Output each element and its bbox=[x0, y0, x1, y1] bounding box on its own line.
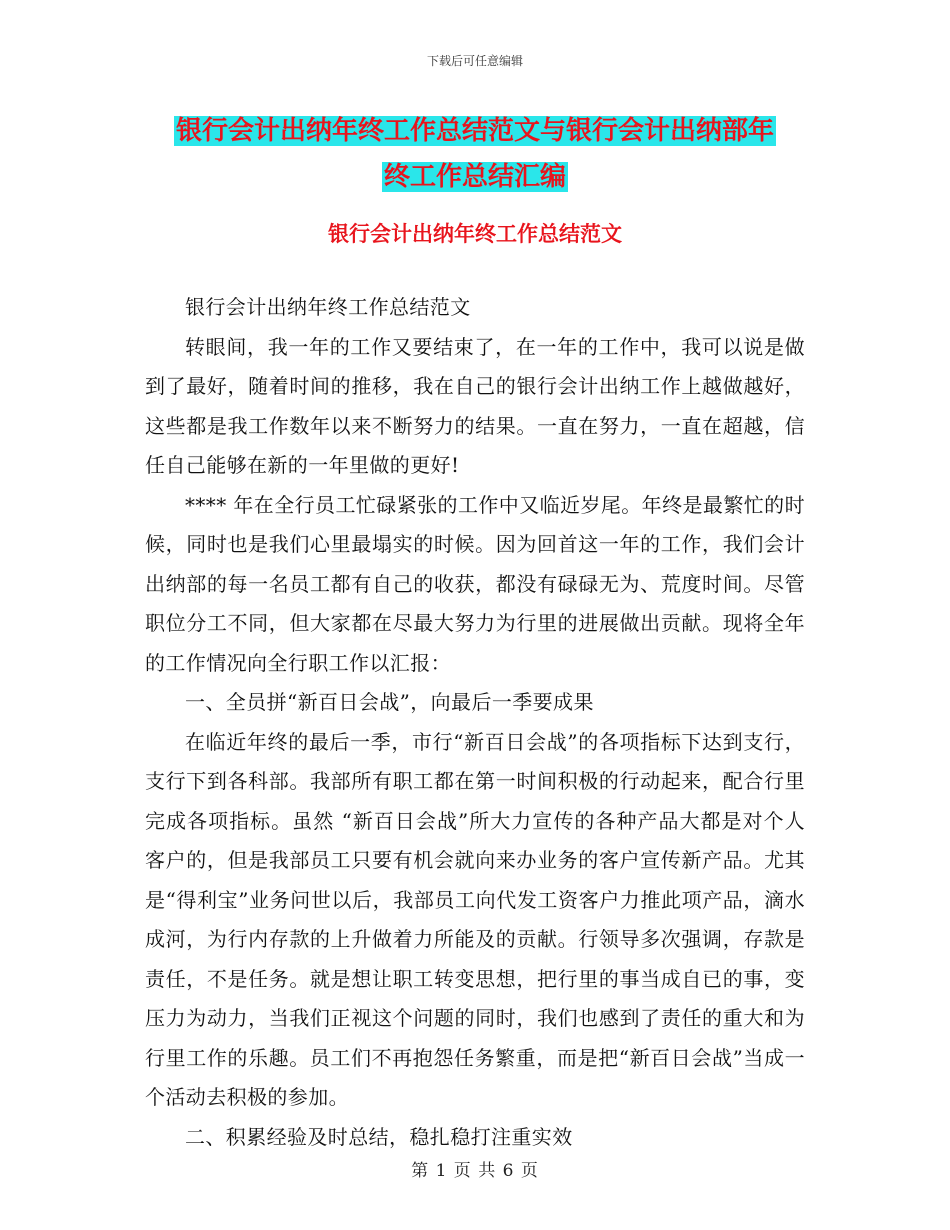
paragraph-subtitle: 银行会计出纳年终工作总结范文 bbox=[185, 295, 471, 319]
document-body bbox=[145, 288, 805, 1157]
document-title bbox=[140, 108, 810, 200]
heading-section-1: 一、全员拼“新百日会战”，向最后一季要成果 bbox=[185, 690, 594, 714]
paragraph-overview: **** 年在全行员工忙碌紧张的工作中又临近岁尾。年终是最繁忙的时候，同时也是我们心里最塌实的时候。因为回首这一年的工作，我们会计出纳部的每一名员工都有自己的收获，都没有碌碌无为、荒度时间。尽管职位分工不同，但大家都在尽最大努力为行里的进展做出贡献。现将全年的工作情况向全行职工作以汇报： bbox=[145, 492, 805, 675]
page-number-footer: 第 1 页 共 6 页 bbox=[411, 1161, 539, 1181]
section-title: 银行会计出纳年终工作总结范文 bbox=[328, 222, 622, 246]
header-note: 下载后可任意编辑 bbox=[426, 54, 523, 68]
document-title-line-2: 终工作总结汇编 bbox=[383, 162, 566, 192]
paragraph-section-1: 在临近年终的最后一季，市行“新百日会战”的各项指标下达到支行，支行下到各科部。我部所有职工都在第一时间积极的行动起来，配合行里完成各项指标。虽然 “新百日会战”所大力宣传的各种产品大都是对个人客户的，但是我部员工只要有机会就向来办业务的客户宣传新产品。尤其是“得利宝”业务问世以后，我部员工向代发工资客户力推此项产品，滴水成河，为行内存款的上升做着力所能及的贡献。行领导多次强调，存款是责任，不是任务。就是想让职工转变思想，把行里的事当成自已的事，变压力为动力，当我们正视这个问题的同时，我们也感到了责任的重大和为行里工作的乐趣。员工们不再抱怨任务繁重，而是把“新百日会战”当成一个活动去积极的参加。 bbox=[145, 729, 805, 1109]
heading-section-2: 二、积累经验及时总结，稳扎稳打注重实效 bbox=[185, 1124, 573, 1149]
paragraph-intro: 转眼间，我一年的工作又要结束了，在一年的工作中，我可以说是做到了最好，随着时间的推移，我在自己的银行会计出纳工作上越做越好，这些都是我工作数年以来不断努力的结果。一直在努力，一直在超越，信任自己能够在新的一年里做的更好! bbox=[145, 334, 805, 477]
document-title-line-1: 银行会计出纳年终工作总结范文与银行会计出纳部年 bbox=[175, 116, 774, 146]
